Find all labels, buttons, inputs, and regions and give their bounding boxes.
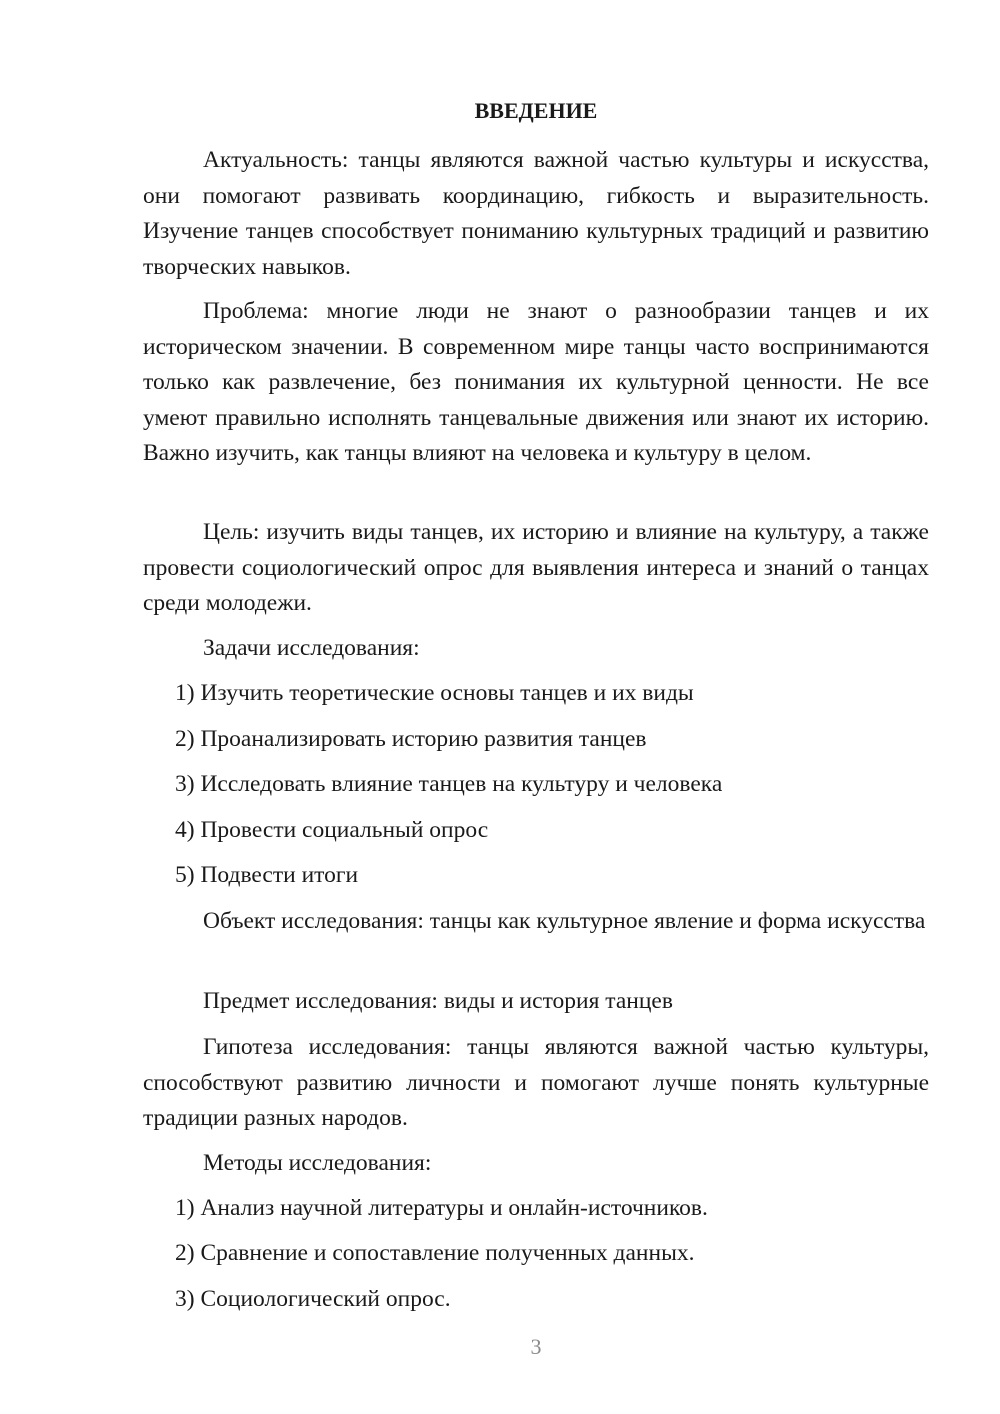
task-item-3: 3) Исследовать влияние танцев на культуру и человека xyxy=(175,771,723,797)
method-item-1: 1) Анализ научной литературы и онлайн-источников. xyxy=(175,1195,708,1221)
task-item-4: 4) Провести социальный опрос xyxy=(175,817,489,843)
problem-paragraph: Проблема: многие люди не знают о разнообразии танцев и их историческом значении. В современном мире танцы часто воспринимаются только как развлечение, без понимания их культурной ценности. Не все умеют правильно исполнять танцевальные движения или знают их историю. Важно изучить, как танцы влияют на человека и культуру в целом. xyxy=(143,298,929,466)
page-title: ВВЕДЕНИЕ xyxy=(474,98,598,123)
object-paragraph: Объект исследования: танцы как культурное явление и форма искусства xyxy=(203,908,926,934)
task-item-5: 5) Подвести итоги xyxy=(175,862,359,888)
relevance-paragraph: Актуальность: танцы являются важной частью культуры и искусства, они помогают развивать координацию, гибкость и выразительность. Изучение танцев способствует пониманию культурных традиций и развитию творческих навыков. xyxy=(143,147,929,280)
hypothesis-paragraph: Гипотеза исследования: танцы являются важной частью культуры, способствуют развитию личности и помогают лучше понять культурные традиции разных народов. xyxy=(143,1034,929,1131)
methods-heading: Методы исследования: xyxy=(203,1150,432,1176)
goal-paragraph: Цель: изучить виды танцев, их историю и влияние на культуру, а также провести социологический опрос для выявления интереса и знаний о танцах среди молодежи. xyxy=(143,519,929,616)
method-item-3: 3) Социологический опрос. xyxy=(175,1286,451,1312)
subject-line: Предмет исследования: виды и история танцев xyxy=(203,988,673,1014)
task-item-1: 1) Изучить теоретические основы танцев и их виды xyxy=(175,680,694,706)
page-number: 3 xyxy=(530,1334,542,1359)
task-item-2: 2) Проанализировать историю развития танцев xyxy=(175,726,647,752)
tasks-heading: Задачи исследования: xyxy=(203,635,420,661)
method-item-2: 2) Сравнение и сопоставление полученных данных. xyxy=(175,1240,695,1266)
